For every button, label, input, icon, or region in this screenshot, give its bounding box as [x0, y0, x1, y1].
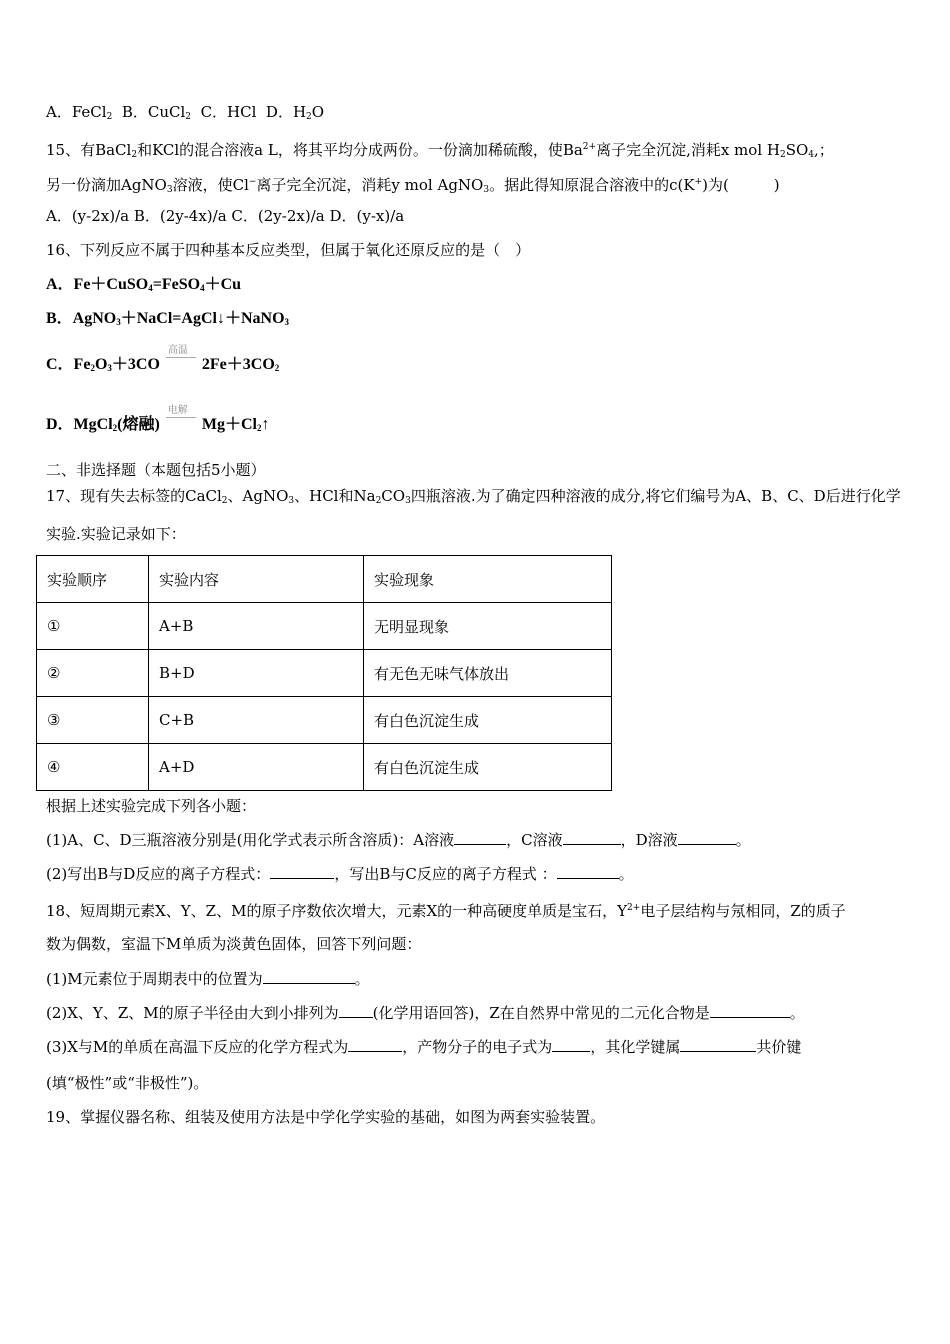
answer-blank[interactable]	[454, 830, 506, 845]
answer-blank[interactable]	[557, 864, 619, 879]
table-cell: ③	[37, 697, 149, 744]
q15-options: A．(y-2x)/a B．(2y-4x)/a C．(2y-2x)/a D．(y-x)/a	[46, 207, 405, 225]
header-cell: 实验内容	[149, 556, 364, 603]
q16-option-b: B．AgNO$_3$＋NaCl=AgCl↓＋NaNO$_3$	[46, 310, 290, 327]
answer-blank[interactable]	[263, 969, 355, 984]
section-heading: 二、非选择题（本题包括5小题）	[46, 461, 266, 479]
q18-part3-hint: (填“极性”或“非极性”)。	[46, 1074, 209, 1092]
q17-stem-line2: 实验.实验记录如下：	[46, 525, 186, 543]
answer-blank[interactable]	[552, 1037, 590, 1052]
answer-blank[interactable]	[348, 1037, 402, 1052]
answer-blank[interactable]	[680, 1037, 756, 1052]
answer-blank[interactable]	[710, 1003, 790, 1018]
table-row	[37, 650, 612, 697]
q17-stem-line1: 17、现有失去标签的CaCl$_2$、AgNO$_3$、HCl和$Na_2CO_3$四瓶溶液.为了确定四种溶液的成分,将它们编号为A、B、C、D后进行化学	[46, 487, 901, 506]
table-cell: 有白色沉淀生成	[364, 744, 612, 791]
table-cell: ④	[37, 744, 149, 791]
table-cell: ①	[37, 603, 149, 650]
q16-stem: 16、下列反应不属于四种基本反应类型，但属于氧化还原反应的是（ ）	[46, 241, 531, 259]
table-row	[37, 603, 612, 650]
answer-blank[interactable]	[270, 864, 334, 879]
q16-option-a: A．Fe＋CuSO$_4$=FeSO$_4$＋Cu	[46, 276, 242, 293]
table-cell: A+D	[149, 744, 364, 791]
table-row	[37, 744, 612, 791]
q14-options: A．FeCl$_2$ B．CuCl$_2$ C．HCl D．$H_2O$	[46, 103, 325, 122]
experiment-table	[36, 555, 612, 791]
header-cell: 实验现象	[364, 556, 612, 603]
q16-option-d: D．MgCl$_2$(熔融) 电解 $Mg+Cl_2↑$	[46, 415, 269, 438]
answer-blank[interactable]	[678, 830, 736, 845]
table-cell: 有白色沉淀生成	[364, 697, 612, 744]
table-row	[37, 697, 612, 744]
table-cell: C+B	[149, 697, 364, 744]
answer-blank[interactable]	[563, 830, 621, 845]
q15-stem-line1: 15、有BaCl$_2$和KCl的混合溶液a L，将其平均分成两份。一份滴加稀硫酸，使$Ba^{2+}$离子完全沉淀,消耗x mol $H_2SO_4$,；	[46, 141, 834, 160]
reaction-condition: 高温	[166, 355, 196, 375]
q17-part1: (1)A、C、D三瓶溶液分别是(用化学式表示所含溶质)：A溶液 ，C溶液 ，D溶液 。	[46, 831, 751, 849]
q18-stem-line1: 18、短周期元素X、Y、Z、M的原子序数依次增大，元素X的一种高硬度单质是宝石，$Y^{2+}$电子层结构与氖相同，Z的质子	[46, 902, 846, 920]
q17-instructions: 根据上述实验完成下列各小题：	[46, 797, 257, 815]
table-cell: ②	[37, 650, 149, 697]
q18-part1: (1)M元素位于周期表中的位置为 。	[46, 970, 370, 988]
table-cell: 有无色无味气体放出	[364, 650, 612, 697]
table-header-row	[37, 556, 612, 603]
reaction-condition: 电解	[166, 415, 196, 435]
answer-blank[interactable]	[339, 1003, 373, 1018]
table-cell: A+B	[149, 603, 364, 650]
q17-part2: (2)写出B与D反应的离子方程式： ，写出B与C反应的离子方程式 ： 。	[46, 865, 634, 883]
q15-stem-line2: 另一份滴加AgNO$_3$溶液，使Cl−离子完全沉淀，消耗y mol AgNO$_3$。据此得知原混合溶液中的c(K+)为( )	[46, 176, 780, 195]
table-cell: 无明显现象	[364, 603, 612, 650]
q18-stem-line2: 数为偶数，室温下M单质为淡黄色固体，回答下列问题：	[46, 935, 422, 953]
q18-part3: (3)X与M的单质在高温下反应的化学方程式为 ，产物分子的电子式为 ，其化学键属 共价键	[46, 1038, 802, 1056]
header-cell: 实验顺序	[37, 556, 149, 603]
q19-stem: 19、掌握仪器名称、组装及使用方法是中学化学实验的基础，如图为两套实验装置。	[46, 1108, 606, 1126]
q18-part2: (2)X、Y、Z、M的原子半径由大到小排列为 (化学用语回答)，Z在自然界中常见的二元化合物是 。	[46, 1004, 805, 1022]
table-cell: B+D	[149, 650, 364, 697]
q16-option-c: C．$Fe_2O_3+3CO$ 高温 $2Fe+3CO_2$	[46, 355, 279, 378]
